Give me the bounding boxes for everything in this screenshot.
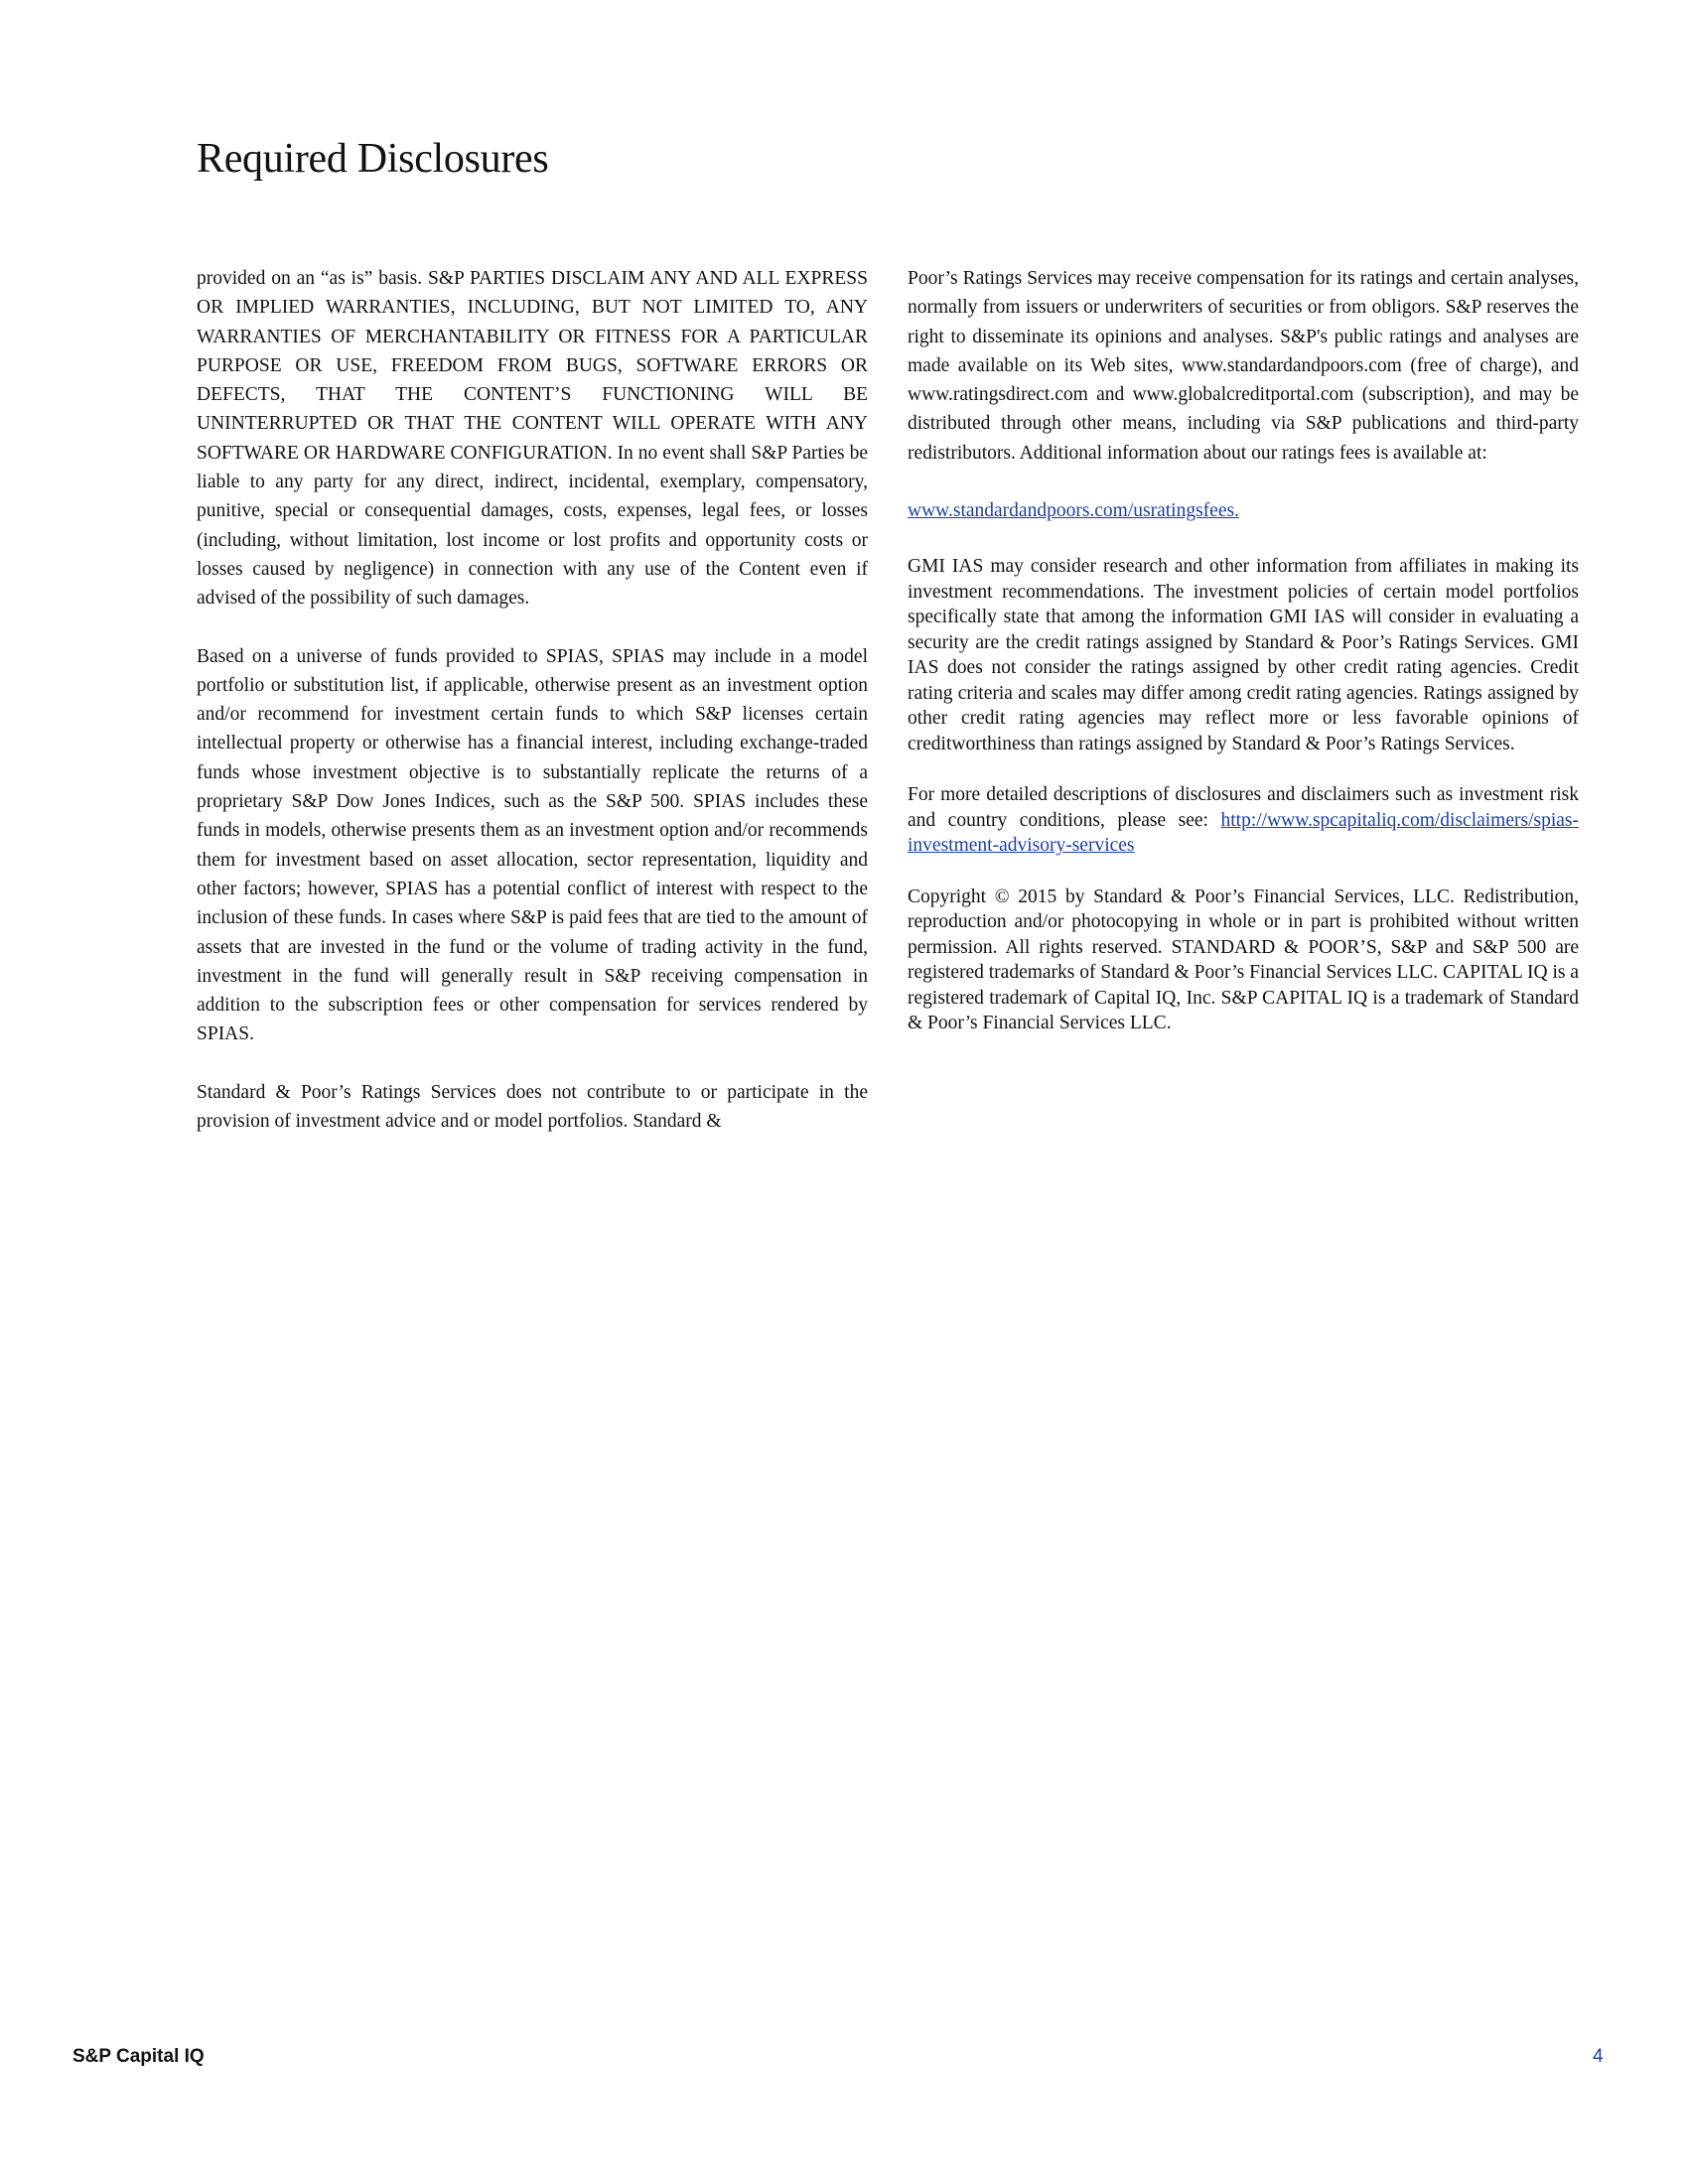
ratings-services-paragraph: Standard & Poor’s Ratings Services does not contribute to or participate in the provision of investment advice and or model portfolios. Standard & xyxy=(197,1081,868,1133)
left-column xyxy=(197,264,868,1164)
right-column xyxy=(908,264,1579,1062)
more-disclosures-text: For more detailed descriptions of disclosures and disclaimers such as investment risk and country conditions, please see: xyxy=(908,784,1579,831)
copyright-paragraph: Copyright © 2015 by Standard & Poor’s Financial Services, LLC. Redistribution, reproduction and/or photocopying in whole or in part is prohibited without written permission. All rights reserved. STANDARD & POOR’S, S&P and S&P 500 are registered trademarks of Standard & Poor’s Financial Services LLC. CAPITAL IQ is a registered trademark of Capital IQ, Inc. S&P CAPITAL IQ is a trademark of Standard & Poor’s Financial Services LLC. xyxy=(908,886,1579,1034)
gmi-ias-paragraph: GMI IAS may consider research and other information from affiliates in making its investment recommendations. The investment policies of certain model portfolios specifically state that among the information GMI IAS will consider in evaluating a security are the credit ratings assigned by Standard & Poor’s Ratings Services. GMI IAS does not consider the ratings assigned by other credit rating agencies. Credit rating criteria and scales may differ among credit rating agencies. Ratings assigned by other credit rating agencies may reflect more or less favorable opinions of creditworthiness than ratings assigned by Standard & Poor’s Ratings Services. xyxy=(908,556,1579,754)
ratings-compensation-paragraph: Poor’s Ratings Services may receive compensation for its ratings and certain analyses, normally from issuers or underwriters of securities or from obligors. S&P reserves the right to disseminate its opinions and analyses. S&P's public ratings and analyses are made available on its Web sites, www.standardandpoors.com (free of charge), and www.ratingsdirect.com and www.globalcreditportal.com (subscription), and may be distributed through other means, including via S&P publications and third-party redistributors. Additional information about our ratings fees is available at: xyxy=(908,268,1579,464)
ratings-fees-link[interactable]: www.standardandpoors.com/usratingsfees. xyxy=(908,500,1239,522)
funds-conflict-paragraph: Based on a universe of funds provided to SPIAS, SPIAS may include in a model portfolio or substitution list, if applicable, otherwise present as an investment option and/or recommend for investment certain funds to which S&P licenses certain intellectual property or otherwise has a financial interest, including exchange-traded funds whose investment objective is to substantially replicate the returns of a proprietary S&P Dow Jones Indices, such as the S&P 500. SPIAS includes these funds in models, otherwise presents them as an investment option and/or recommends them for investment based on asset allocation, sector representation, liquidity and other factors; however, SPIAS has a potential conflict of interest with respect to the inclusion of these funds. In cases where S&P is paid fees that are tied to the amount of assets that are invested in the fund or the volume of trading activity in the fund, investment in the fund will generally result in S&P receiving compensation in addition to the subscription fees or other compensation for services rendered by SPIAS. xyxy=(197,645,868,1045)
page-number: 4 xyxy=(1593,2046,1604,2067)
page-title: Required Disclosures xyxy=(197,136,549,182)
footer-brand: S&P Capital IQ xyxy=(72,2046,205,2067)
disclaimer-paragraph: provided on an “as is” basis. S&P PARTIES DISCLAIM ANY AND ALL EXPRESS OR IMPLIED WARRANTIES, INCLUDING, BUT NOT LIMITED TO, ANY WARRANTIES OF MERCHANTABILITY OR FITNESS FOR A PARTICULAR PURPOSE OR USE, FREEDOM FROM BUGS, SOFTWARE ERRORS OR DEFECTS, THAT THE CONTENT’S FUNCTIONING WILL BE UNINTERRUPTED OR THAT THE CONTENT WILL OPERATE WITH ANY SOFTWARE OR HARDWARE CONFIGURATION. In no event shall S&P Parties be liable to any party for any direct, indirect, incidental, exemplary, compensatory, punitive, special or consequential damages, costs, expenses, legal fees, or losses (including, without limitation, lost income or lost profits and opportunity costs or losses caused by negligence) in connection with any use of the Content even if advised of the possibility of such damages. xyxy=(197,268,868,610)
disclaimers-link[interactable]: http://www.spcapitaliq.com/disclaimers/spias-investment-advisory-services xyxy=(908,809,1580,857)
more-disclosures-paragraph xyxy=(908,782,1579,859)
